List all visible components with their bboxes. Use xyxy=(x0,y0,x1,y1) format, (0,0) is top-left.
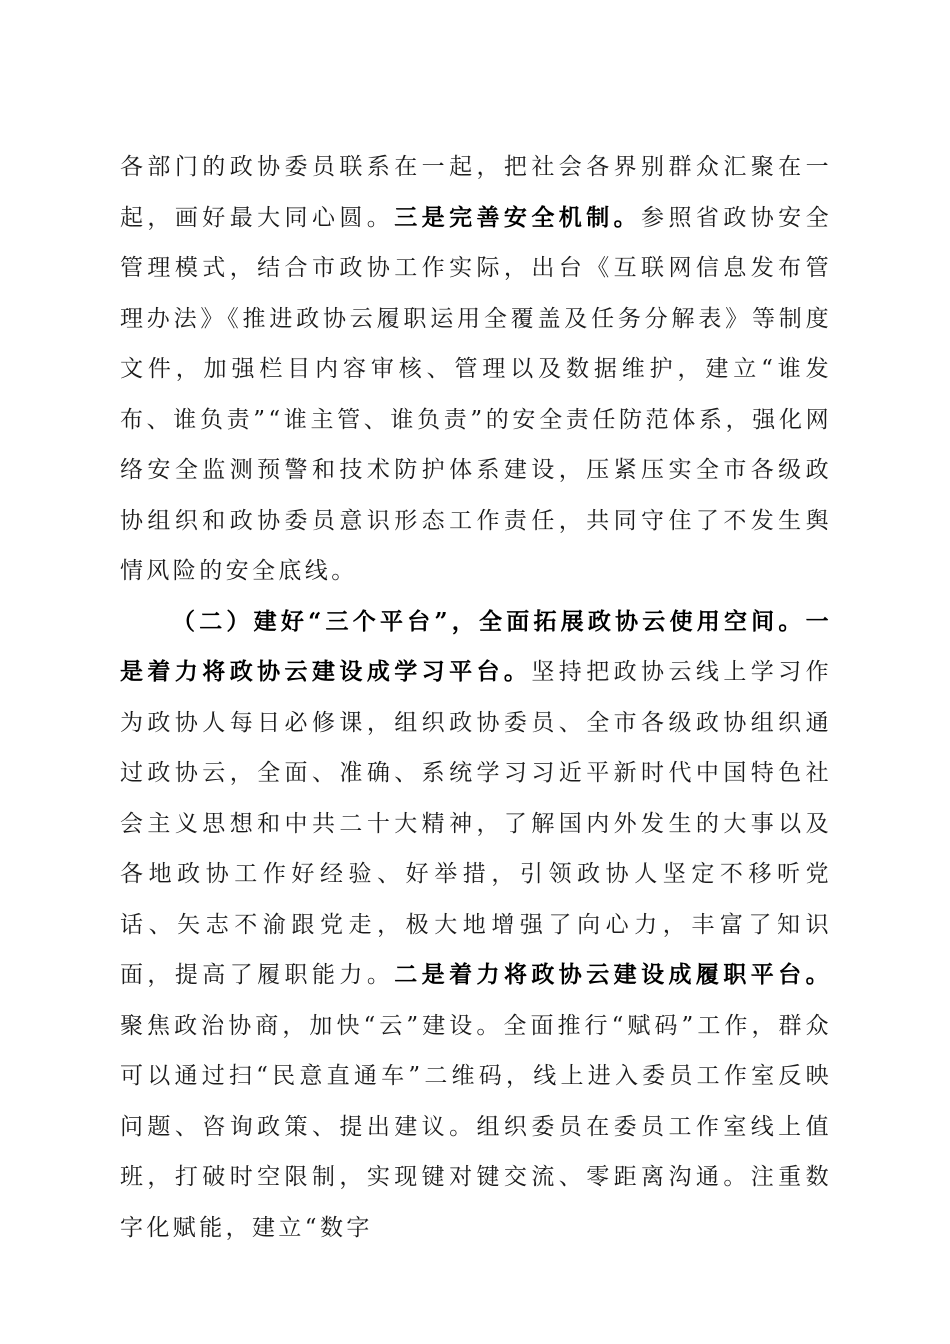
paragraph-1-text: 各部门的政协委员联系在一起，把社会各界别群众汇聚在一起，画好最大同心圆。 xyxy=(120,154,832,231)
paragraph-security-mechanism xyxy=(120,142,832,597)
heading-improve-security-mechanism: 三是完善安全机制。 xyxy=(394,203,642,231)
learning-platform-body: 坚持把政协云线上学习作为政协人每日必修课，组织政协委员、全市各级政协组织通过政协云，全面、准确、系统学习习近平新时代中国特色社会主义思想和中共二十大精神，了解国内外发生的大事以及各地政协工作好经验、好举措，引领政协人坚定不移听党话、矢志不渝跟党走，极大地增强了向心力，丰富了知识面，提高了履职能力。 xyxy=(120,659,832,988)
duty-platform-body: 聚焦政治协商，加快“云”建设。全面推行“赋码”工作，群众可以通过扫“民意直通车”二维码，线上进入委员工作室反映问题、咨询政策、提出建议。组织委员在委员工作室线上值班，打破时空限制，实现键对键交流、零距离沟通。注重数字化赋能，建立“数字 xyxy=(120,1012,832,1241)
heading-learning-platform: 一是着力将政协云建设成学习平台。 xyxy=(120,607,832,685)
paragraph-three-platforms xyxy=(120,597,832,1254)
heading-duty-platform: 二是着力将政协云建设成履职平台。 xyxy=(394,961,833,988)
body-text xyxy=(120,142,832,1253)
section-heading-three-platforms: （二）建好“三个平台”，全面拓展政协云使用空间。 xyxy=(172,607,806,635)
paragraph-1-body: 参照省政协安全管理模式，结合市政协工作实际，出台《互联网信息发布管理办法》《推进政协云履职运用全覆盖及任务分解表》等制度文件，加强栏目内容审核、管理以及数据维护，建立“谁发布、谁负责”“谁主管、谁负责”的安全责任防范体系，强化网络安全监测预警和技术防护体系建设，压紧压实全市各级政协组织和政协委员意识形态工作责任，共同守住了不发生舆情风险的安全底线。 xyxy=(120,204,832,584)
